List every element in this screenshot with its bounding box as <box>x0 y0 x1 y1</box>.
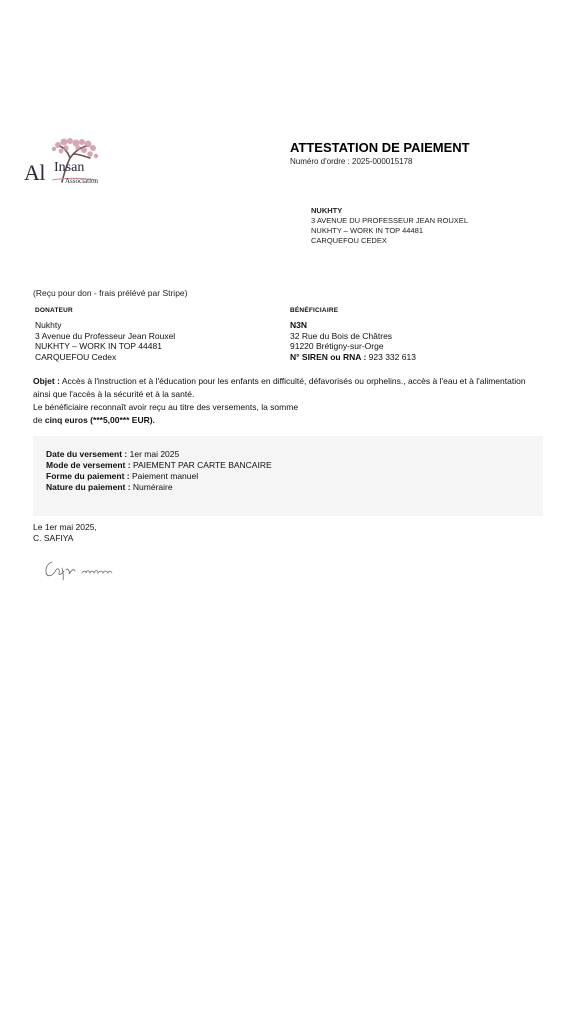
beneficiary-heading: BÉNÉFICIAIRE <box>290 307 339 314</box>
closing-block <box>33 522 97 544</box>
payment-nature-row <box>46 482 272 493</box>
payment-mode-label: Mode de versement : <box>46 460 131 470</box>
payment-nature-value: Numéraire <box>132 482 173 492</box>
beneficiary-siren <box>290 352 416 363</box>
payment-details-box <box>33 436 543 516</box>
donor-line3: CARQUEFOU Cedex <box>35 351 117 362</box>
payment-nature-label: Nature du paiement : <box>46 482 131 492</box>
donor-block <box>35 307 175 362</box>
logo-text-association: Association <box>65 177 99 185</box>
objet-label: Objet : <box>33 376 60 386</box>
donor-heading: DONATEUR <box>35 307 73 314</box>
payment-date-value: 1er mai 2025 <box>129 449 180 459</box>
recipient-name: NUKHTY <box>311 206 343 215</box>
handwritten-signature <box>40 558 120 584</box>
donor-name: Nukhty <box>35 320 62 330</box>
receipt-note: (Reçu pour don - frais prélévé par Stripe) <box>33 288 188 298</box>
payment-date-label: Date du versement : <box>46 449 128 459</box>
amount-text: cinq euros (***5,00*** EUR). <box>44 415 155 425</box>
recipient-line3: CARQUEFOU CEDEX <box>311 236 387 245</box>
payment-mode-value: PAIEMENT PAR CARTE BANCAIRE <box>132 460 272 470</box>
recipient-address <box>311 206 468 246</box>
payment-form-label: Forme du paiement : <box>46 471 130 481</box>
recipient-line1: 3 AVENUE DU PROFESSEUR JEAN ROUXEL <box>311 216 468 225</box>
siren-label: N° SIREN ou RNA : <box>290 351 367 362</box>
beneficiary-line1: 32 Rue du Bois de Châtres <box>290 330 393 341</box>
payment-date-row <box>46 449 272 460</box>
payment-form-value: Paiement manuel <box>131 471 199 481</box>
document-title: ATTESTATION DE PAIEMENT <box>290 140 470 155</box>
signature-icon <box>40 558 120 584</box>
donor-line2: NUKHTY – WORK IN TOP 44481 <box>35 341 162 351</box>
recipient-line2: NUKHTY – WORK IN TOP 44481 <box>311 226 423 235</box>
beneficiary-line2: 91220 Brétigny-sur-Orge <box>290 341 384 351</box>
payment-form-row <box>46 471 272 482</box>
logo-text-al: Al <box>24 160 45 185</box>
beneficiary-block <box>290 307 416 362</box>
association-logo <box>18 136 118 196</box>
siren-value: 923 332 613 <box>368 351 416 362</box>
logo-text-insan: Insan <box>54 160 85 175</box>
payment-mode-row <box>46 460 272 471</box>
donor-line1: 3 Avenue du Professeur Jean Rouxel <box>35 330 176 341</box>
objet-ack: Le bénéficiaire reconnaît avoir reçu au titre des versements, la somme <box>33 402 299 412</box>
objet-paragraph <box>33 375 543 427</box>
signer-name: C. SAFIYA <box>33 533 74 543</box>
beneficiary-name: N3N <box>290 320 308 330</box>
amount-prefix: de <box>33 415 43 425</box>
closing-date: Le 1er mai 2025, <box>33 522 97 532</box>
order-number: Numéro d'ordre : 2025-000015178 <box>290 157 413 166</box>
objet-text: Accès à l'instruction et à l'éducation pour les enfants en difficulté, défavorisés ou orphelins., accès à l'eau et à l'alimentation ainsi que l'accès à la sécurité et à la santé. <box>33 376 526 399</box>
